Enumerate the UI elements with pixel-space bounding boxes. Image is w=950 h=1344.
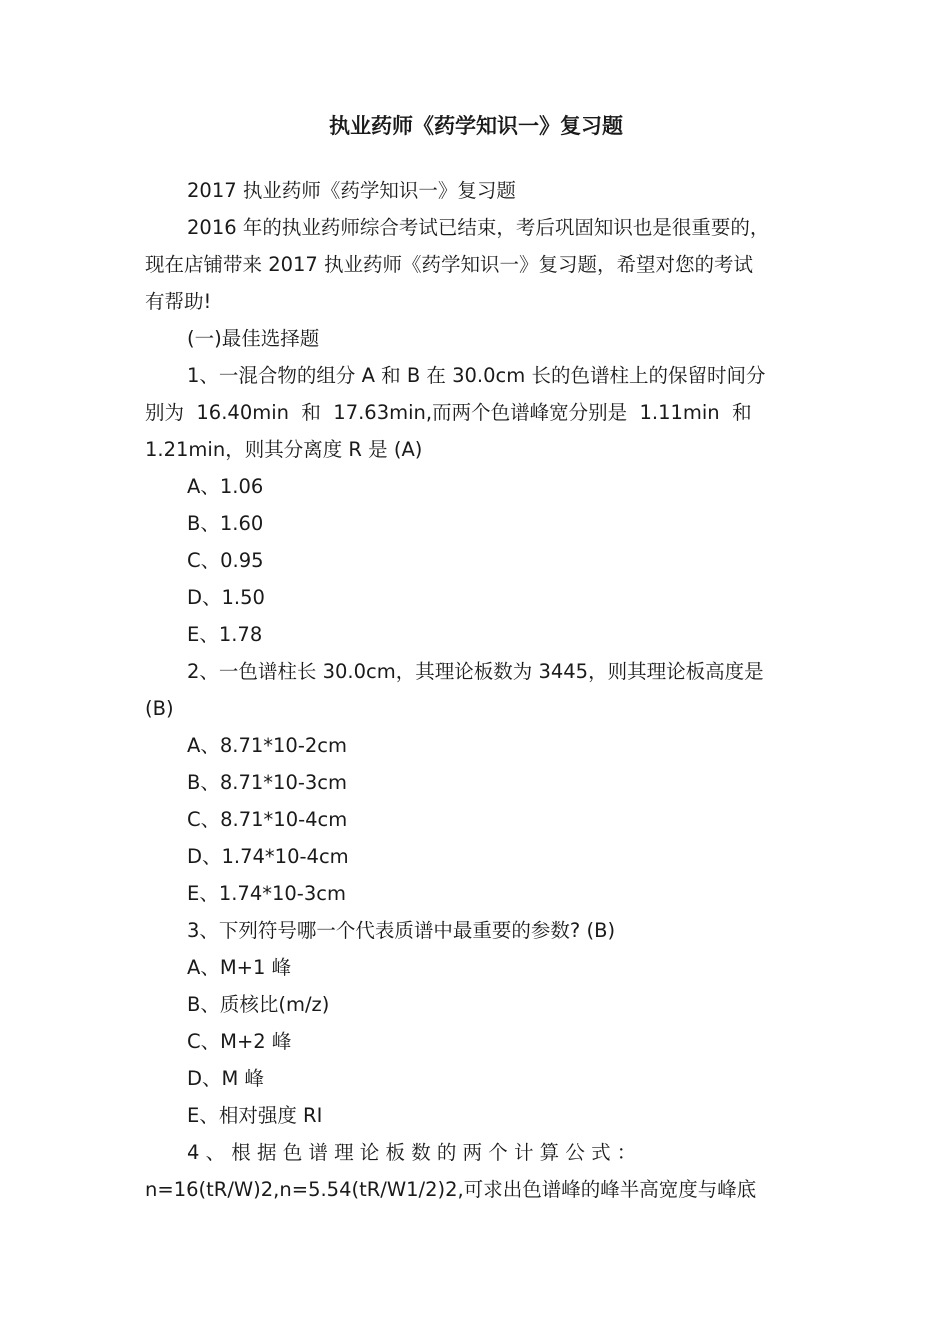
question-1-option-b: B、1.60 bbox=[187, 512, 264, 535]
question-2-option-d: D、1.74*10-4cm bbox=[187, 845, 349, 868]
intro-heading: 2017 执业药师《药学知识一》复习题 bbox=[187, 179, 516, 202]
section-heading: (一)最佳选择题 bbox=[187, 327, 320, 350]
document-page bbox=[145, 108, 807, 1208]
question-2-line-1: 2、一色谱柱长 30.0cm，其理论板数为 3445，则其理论板高度是 bbox=[187, 660, 764, 683]
question-1-line-2: 别为 16.40min 和 17.63min,而两个色谱峰宽分别是 1.11min 和 bbox=[145, 401, 752, 424]
intro-line-2: 现在店铺带来 2017 执业药师《药学知识一》复习题，希望对您的考试 bbox=[145, 253, 754, 276]
question-3 bbox=[145, 912, 807, 949]
question-1-option-c: C、0.95 bbox=[187, 549, 264, 572]
intro-paragraph bbox=[145, 209, 807, 320]
question-1-line-1: 1、一混合物的组分 A 和 B 在 30.0cm 长的色谱柱上的保留时间分 bbox=[187, 364, 766, 387]
question-3-option-d: D、M 峰 bbox=[187, 1067, 265, 1090]
question-1-option-a: A、1.06 bbox=[187, 475, 264, 498]
question-2-option-c: C、8.71*10-4cm bbox=[187, 808, 348, 831]
question-2 bbox=[145, 653, 807, 727]
question-1-line-3: 1.21min，则其分离度 R 是 (A) bbox=[145, 438, 423, 461]
question-3-option-c: C、M+2 峰 bbox=[187, 1030, 292, 1053]
question-1-option-d: D、1.50 bbox=[187, 586, 265, 609]
question-3-option-e: E、相对强度 RI bbox=[187, 1104, 323, 1127]
question-2-option-e: E、1.74*10-3cm bbox=[187, 882, 346, 905]
question-3-option-b: B、质核比(m/z) bbox=[187, 993, 330, 1016]
intro-line-3: 有帮助! bbox=[145, 290, 212, 313]
question-3-option-a: A、M+1 峰 bbox=[187, 956, 292, 979]
question-1-option-e: E、1.78 bbox=[187, 623, 263, 646]
document-title: 执业药师《药学知识一》复习题 bbox=[329, 114, 623, 138]
question-4 bbox=[145, 1134, 807, 1208]
question-3-line-1: 3、下列符号哪一个代表质谱中最重要的参数? (B) bbox=[187, 919, 616, 942]
question-2-option-a: A、8.71*10-2cm bbox=[187, 734, 347, 757]
question-2-option-b: B、8.71*10-3cm bbox=[187, 771, 348, 794]
question-4-line-2: n=16(tR/W)2,n=5.54(tR/W1/2)2,可求出色谱峰的峰半高宽度与峰底 bbox=[145, 1178, 757, 1201]
intro-line-1: 2016 年的执业药师综合考试已结束，考后巩固知识也是很重要的， bbox=[187, 216, 770, 239]
question-2-line-2: (B) bbox=[145, 697, 174, 720]
question-1 bbox=[145, 357, 807, 468]
question-4-line-1: 4 、 根 据 色 谱 理 论 板 数 的 两 个 计 算 公 式 ： bbox=[187, 1141, 637, 1164]
